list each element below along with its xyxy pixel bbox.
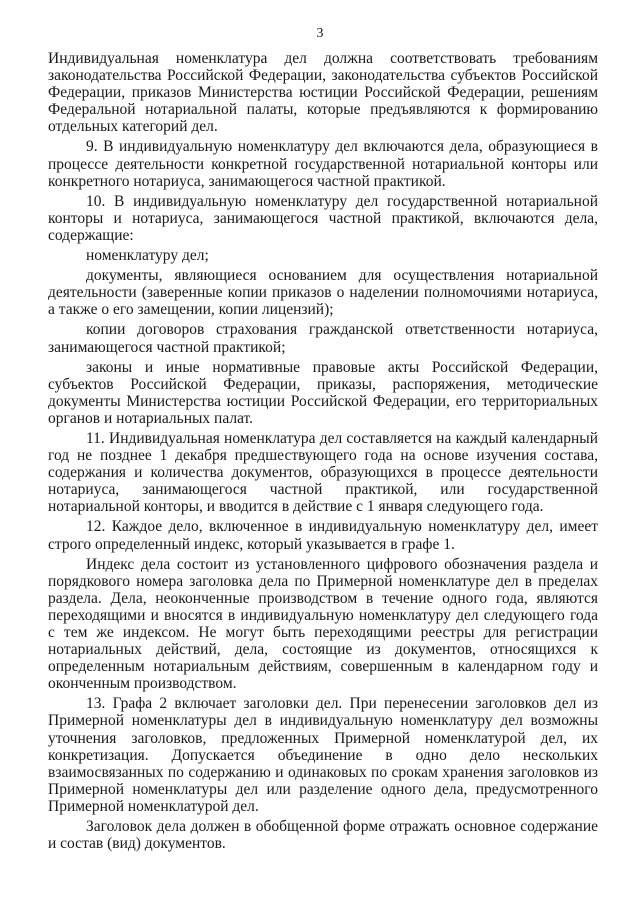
list-item-documents: документы, являющиеся основанием для осуществления нотариальной деятельности (заверенные копии приказов о наделении полномочиями нотариуса, а также о его замещении, копии лицензий); [48, 267, 598, 319]
list-item-laws: законы и иные нормативные правовые акты Российской Федерации, субъектов Российской Федерации, приказы, распоряжения, методические документы Министерства юстиции Российской Федерации, его территориальных органов и нотариальных палат. [48, 358, 598, 427]
page-number: 3 [316, 26, 324, 41]
list-item-nomenclature: номенклатуру дел; [86, 247, 209, 265]
paragraph-title: Заголовок дела должен в обобщенной форме отражать основное содержание и состав (вид) документов. [48, 818, 598, 853]
document-body [48, 50, 598, 855]
paragraph-item-12: 12. Каждое дело, включенное в индивидуальную номенклатуру дел, имеет строго определенный индекс, который указывается в графе 1. [48, 518, 598, 553]
paragraph-item-11: 11. Индивидуальная номенклатура дел составляется на каждый календарный год не позднее 1 декабря предшествующего года на основе изучения состава, содержания и количества документов, образующихся в процессе деятельности нотариуса, занимающегося частной практикой, или государственной нотариальной конторы, и вводится в действие с 1 января следующего года. [48, 429, 598, 516]
paragraph-index: Индекс дела состоит из установленного цифрового обозначения раздела и порядкового номера заголовка дела по Примерной номенклатуре дел в пределах раздела. Дела, неоконченные производством в течение одного года, являются переходящими и вносятся в индивидуальную номенклатуру дел следующего года с тем же индексом. Не могут быть переходящими реестры для регистрации нотариальных действий, дела, состоящие из документов, относящихся к определенным нотариальным действиям, совершенным в календарном году и оконченным производством. [48, 555, 598, 693]
paragraph-item-10: 10. В индивидуальную номенклатуру дел государственной нотариальной конторы и нотариуса, занимающегося частной практикой, включаются дела, содержащие: [48, 192, 598, 244]
paragraph-1: Индивидуальная номенклатура дел должна соответствовать требованиям законодательства Российской Федерации, законодательства субъектов Российской Федерации, приказов Министерства юстиции Российской Федерации, решениям Федеральной нотариальной палаты, которые предъявляются к формированию отдельных категорий дел. [48, 50, 598, 136]
paragraph-item-9: 9. В индивидуальную номенклатуру дел включаются дела, образующиеся в процессе деятельности конкретной государственной нотариальной конторы или конкретного нотариуса, занимающегося частной практикой. [48, 138, 598, 190]
paragraph-item-13: 13. Графа 2 включает заголовки дел. При перенесении заголовков дел из Примерной номенклатуры дел в индивидуальную номенклатуру дел возможны уточнения заголовков, предложенных Примерной номенклатурой дел, их конкретизация. Допускается объединение в одно дело нескольких взаимосвязанных по содержанию и одинаковых по срокам хранения заголовков из Примерной номенклатуры дел или разделение одного дела, предусмотренного Примерной номенклатурой дел. [48, 695, 598, 815]
list-item-insurance: копии договоров страхования гражданской ответственности нотариуса, занимающегося частной практикой; [48, 321, 598, 356]
